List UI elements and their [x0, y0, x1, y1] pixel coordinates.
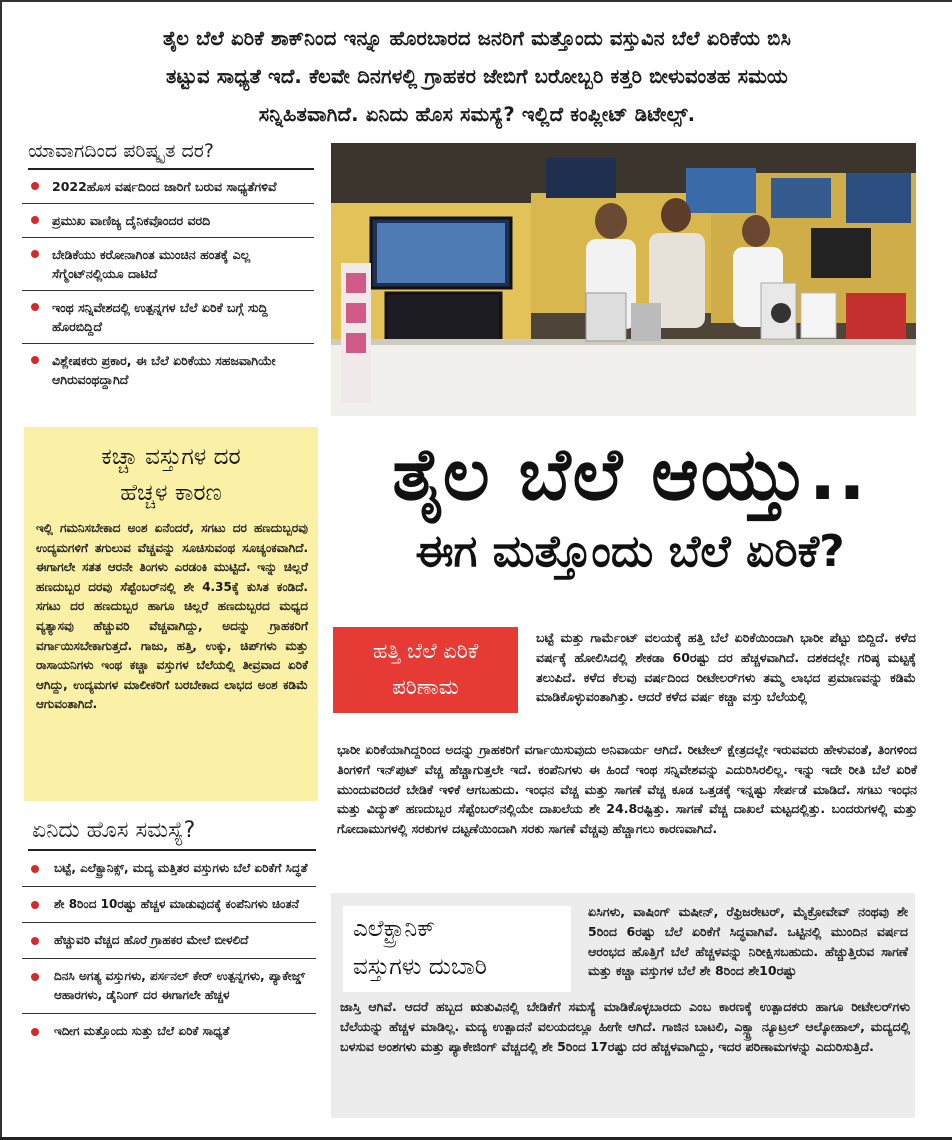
lead-line: ಸನ್ನಿಹಿತವಾಗಿದೆ. ಏನಿದು ಹೊಸ ಸಮಸ್ಯೆ? ಇಲ್ಲಿದೆ ಕಂಪ್ಲೀಟ್ ಡಿಟೇಲ್ಸ್.	[258, 103, 696, 126]
body-paragraph-1: ಬಟ್ಟೆ ಮತ್ತು ಗಾರ್ಮೆಂಟ್ ವಲಯಕ್ಕೆ ಹತ್ತಿ ಬೆಲೆ ಏರಿಕೆಯಿಂದಾಗಿ ಭಾರೀ ಪೆಟ್ಟು ಬಿದ್ದಿದೆ. ಕಳೆದ ವರ್ಷಕ್ಕೆ ಹೋಲಿಸಿದಲ್ಲಿ ಶೇಕಡಾ 60ರಷ್ಟು ದರ ಹೆಚ್ಚಳವಾಗಿದೆ. ದಶಕದಲ್ಲೇ ಗರಿಷ್ಠ ಮಟ್ಟಕ್ಕೆ ತಲುಪಿದೆ. ಕಳೆದ ಕೆಲವು ವರ್ಷದಿಂದ ರೀಟೇಲರ್‌ಗಳು ತಮ್ಮ ಲಾಭದ ಪ್ರಮಾಣವನ್ನು ಕಡಿಮೆ ಮಾಡಿಕೊಳ್ಳುವಂತಾಗಿತ್ತು. ಆದರೆ ಕಳೆದ ವರ್ಷ ಕಚ್ಚಾ ವಸ್ತು ಬೆಲೆಯಲ್ಲಿ	[536, 630, 916, 705]
list-item	[22, 238, 314, 291]
sidebar-top-heading: ಯಾವಾಗದಿಂದ ಪರಿಷ್ಕೃತ ದರ?	[28, 140, 214, 162]
bullet-icon	[31, 1028, 39, 1036]
list-item-text: ಶೇ 8ರಿಂದ 10ರಷ್ಟು ಹೆಚ್ಚಳ ಮಾಡುವುದಕ್ಕೆ ಕಂಪೆನಿಗಳು ಚಿಂತನೆ	[54, 897, 299, 911]
sidebar-bottom-list	[22, 851, 316, 1049]
electronics-subheading-line: ವಸ್ತುಗಳು ದುಬಾರಿ	[353, 954, 487, 980]
list-item-text: ಇದೀಗ ಮತ್ತೊಂದು ಸುತ್ತು ಬೆಲೆ ಏರಿಕೆ ಸಾಧ್ಯತೆ	[54, 1024, 230, 1038]
electronics-subheading-line: ಎಲೆಕ್ಟ್ರಾನಿಕ್	[353, 916, 435, 942]
list-item-text: ಬೇಡಿಕೆಯು ಕರೋನಾಗಿಂತ ಮುಂಚಿನ ಹಂತಕ್ಕೆ ಎಲ್ಲ ಸೆಗ್ಮೆಂಟ್‌ನಲ್ಲಿಯೂ ದಾಟಿದೆ	[52, 247, 251, 281]
bullet-icon	[31, 865, 39, 873]
sidebar-bottom-heading: ಏನಿದು ಹೊಸ ಸಮಸ್ಯೆ?	[32, 818, 196, 843]
store-photo-image	[331, 143, 916, 416]
raw-material-title	[24, 427, 318, 511]
list-item-text: ಇಂಥ ಸನ್ನಿವೇಶದಲ್ಲಿ ಉತ್ಪನ್ನಗಳ ಬೆಲೆ ಏರಿಕೆ ಬಗ್ಗೆ ಸುದ್ದಿ ಹೊರಬಿದ್ದಿದೆ	[52, 300, 268, 334]
bullet-icon	[31, 937, 39, 945]
bullet-icon	[31, 250, 39, 258]
body-paragraph-2: ಭಾರೀ ಏರಿಕೆಯಾಗಿದ್ದರಿಂದ ಅದನ್ನು ಗ್ರಾಹಕರಿಗೆ ವರ್ಗಾಯಿಸುವುದು ಅನಿವಾರ್ಯ ಆಗಿದೆ. ರೀಟೇಲ್ ಕ್ಷೇತ್ರದಲ್ಲೇ ಇರುವವರು ಹೇಳುವಂತೆ, ತಿಂಗಳಿಂದ ತಿಂಗಳಿಗೆ ಇನ್‌ಪುಟ್ ವೆಚ್ಚ ಹೆಚ್ಚಾಗುತ್ತಲೇ ಇದೆ. ಕಂಪೆನಿಗಳು ಈ ಹಿಂದೆ ಇಂಥ ಸನ್ನಿವೇಶವನ್ನು ಎದುರಿಸಿರಲಿಲ್ಲ. ಇನ್ನು ಇದೇ ರೀತಿ ಬೆಲೆ ಏರಿಕೆ ಮುಂದುವರಿದರೆ ಬೇಡಿಕೆ ಇಳಿಕೆ ಆಗಬಹುದು. ಇಂಧನ ವೆಚ್ಚ ಮತ್ತು ಸಾಗಣೆ ವೆಚ್ಚ ಕೂಡ ಒತ್ತಡಕ್ಕೆ ಇನ್ನಷ್ಟು ಸೇರ್ಪಡೆ ಮಾಡಿದೆ. ಸಗಟು ಇಂಧನ ಮತ್ತು ವಿದ್ಯುತ್ ಹಣದುಬ್ಬರ ಸೆಪ್ಟೆಂಬರ್‌ನಲ್ಲಿಯೇ ದಾಖಲೆಯ ಶೇ 24.8ರಷ್ಟಿತ್ತು. ಸಾಗಣೆ ವೆಚ್ಚ ದಾಖಲೆ ಮಟ್ಟದಲ್ಲಿತ್ತು. ಬಂದರುಗಳಲ್ಲಿ ಮತ್ತು ಗೋದಾಮುಗಳಲ್ಲಿ ಸರಕುಗಳ ದಟ್ಟಣೆಯಿಂದಾಗಿ ಸರಕು ಸಾಗಣೆ ವೆಚ್ಚವು ಹೆಚ್ಚಾಗಲು ಕಾರಣವಾಗಿದೆ.	[337, 742, 917, 837]
list-item	[22, 1014, 316, 1049]
cotton-price-box	[333, 627, 518, 713]
sidebar-top-list	[22, 170, 314, 396]
bullet-icon	[31, 901, 39, 909]
sidebar-bottom	[22, 818, 316, 1049]
raw-material-box	[24, 427, 318, 801]
raw-material-title-line: ಹೆಚ್ಚಳ ಕಾರಣ	[120, 480, 222, 506]
sidebar-top	[22, 140, 314, 396]
bullet-icon	[31, 356, 39, 364]
raw-material-title-line: ಕಚ್ಚಾ ವಸ್ತುಗಳ ದರ	[101, 444, 241, 470]
lead-line: ತೈಲ ಬೆಲೆ ಏರಿಕೆ ಶಾಕ್‌ನಿಂದ ಇನ್ನೂ ಹೊರಬಾರದ ಜನರಿಗೆ ಮತ್ತೊಂದು ವಸ್ತುವಿನ ಬೆಲೆ ಏರಿಕೆಯ ಬಿಸಿ	[162, 27, 792, 50]
list-item-text: ಹೆಚ್ಚುವರಿ ವೆಚ್ಚದ ಹೊರೆ ಗ್ರಾಹಕರ ಮೇಲೆ ಬೀಳಲಿದೆ	[54, 933, 249, 947]
headline-line-2: ಈಗ ಮತ್ತೊಂದು ಬೆಲೆ ಏರಿಕೆ?	[415, 526, 845, 577]
cotton-price-box-line: ಹತ್ತಿ ಬೆಲೆ ಏರಿಕೆ	[372, 639, 479, 663]
list-item	[22, 291, 314, 344]
main-headline	[330, 428, 930, 584]
list-item	[22, 959, 316, 1014]
lead-paragraph	[22, 20, 932, 134]
list-item	[22, 170, 314, 204]
headline-line-1: ತೈಲ ಬೆಲೆ ಆಯ್ತು..	[392, 432, 868, 516]
list-item	[22, 887, 316, 923]
raw-material-body: ಇಲ್ಲಿ ಗಮನಿಸಬೇಕಾದ ಅಂಶ ಏನೆಂದರೆ, ಸಗಟು ದರ ಹಣದುಬ್ಬರವು ಉದ್ಯಮಗಳಿಗೆ ತಗುಲುವ ವೆಚ್ಚವನ್ನು ಸೂಚಿಸುವಂಥ ಸೂಚ್ಯಂಕವಾಗಿದೆ. ಈಗಾಗಲೇ ಸತತ ಆರನೇ ತಿಂಗಳು ಎರಡಂಕಿ ಮುಟ್ಟಿದೆ. ಇನ್ನು ಚಿಲ್ಲರೆ ಹಣದುಬ್ಬರ ದರವು ಸೆಪ್ಟೆಂಬರ್‌ನಲ್ಲಿ ಶೇ 4.35ಕ್ಕೆ ಕುಸಿತ ಕಂಡಿದೆ. ಸಗಟು ದರ ಹಣದುಬ್ಬರ ಹಾಗೂ ಚಿಲ್ಲರೆ ಹಣದುಬ್ಬರದ ಮಧ್ಯದ ವ್ಯತ್ಯಾಸವು ಹೆಚ್ಚುವರಿ ವೆಚ್ಚವಾಗಿದ್ದು, ಅದನ್ನು ಗ್ರಾಹಕರಿಗೆ ವರ್ಗಾಯಿಸಬೇಕಾಗುತ್ತದೆ. ಗಾಜು, ಹತ್ತಿ, ಉಕ್ಕು, ಚಿಪ್‌ಗಳು ಮತ್ತು ರಾಸಾಯನಿಗಳು ಇಂಥ ಕಚ್ಚಾ ವಸ್ತುಗಳ ಬೆಲೆಯಲ್ಲಿ ತೀವ್ರವಾದ ಏರಿಕೆ ಆಗಿದ್ದು, ಉದ್ಯಮಗಳ ಮಾಲೀಕರಿಗೆ ಬರಬೇಕಾದ ಲಾಭದ ಅಂಶ ಕಡಿಮೆ ಆಗುವಂತಾಗಿದೆ.	[36, 521, 308, 712]
list-item	[22, 344, 314, 396]
cotton-price-box-line: ಪರಿಣಾಮ	[392, 675, 459, 699]
bullet-icon	[31, 182, 39, 190]
page-top-border	[0, 0, 952, 2]
list-item	[22, 851, 316, 887]
body-paragraph-3: ಏಸಿಗಳು, ವಾಷಿಂಗ್ ಮಷೀನ್, ರೆಫ್ರಿಜರೇಟರ್, ಮೈಕ್ರೋವೇವ್ ನಂಥವು ಶೇ 5ರಿಂದ 6ರಷ್ಟು ಬೆಲೆ ಏರಿಕೆಗೆ ಸಿದ್ಧವಾಗಿವೆ. ಒಟ್ಟಿನಲ್ಲಿ ಮುಂದಿನ ವರ್ಷದ ಆರಂಭದ ಹೊತ್ತಿಗೆ ಬೆಲೆ ಹೆಚ್ಚಳವನ್ನು ನಿರೀಕ್ಷಿಸಬಹುದು. ಹೆಚ್ಚುತ್ತಿರುವ ಸಾಗಣೆ ಮತ್ತು ಕಚ್ಚಾ ವಸ್ತುಗಳ ಬೆಲೆ ಶೇ 8ರಿಂದ ಶೇ10ರಷ್ಟು	[588, 904, 908, 979]
list-item	[22, 204, 314, 238]
bullet-icon	[31, 303, 39, 311]
list-item-text: ವಿಶ್ಲೇಷಕರು ಪ್ರಕಾರ, ಈ ಬೆಲೆ ಏರಿಕೆಯು ಸಹಜವಾಗಿಯೇ ಆಗಿರುವಂಥದ್ದಾಗಿದೆ	[52, 353, 276, 387]
page-left-border	[0, 0, 2, 1140]
list-item-text: 2022ಹೊಸ ವರ್ಷದಿಂದ ಜಾರಿಗೆ ಬರುವ ಸಾಧ್ಯತೆಗಳಿವೆ	[52, 179, 277, 194]
list-item-text: ಬಟ್ಟೆ, ಎಲೆಕ್ಟ್ರಾನಿಕ್ಸ್, ಮದ್ಯ ಮತ್ತಿತರ ವಸ್ತುಗಳು ಬೆಲೆ ಏರಿಕೆಗೆ ಸಿದ್ಧತೆ	[54, 861, 308, 875]
electronics-subheading	[343, 906, 571, 992]
list-item-text: ದಿನಸಿ ಅಗತ್ಯ ವಸ್ತುಗಳು, ಪರ್ಸನಲ್ ಕೇರ್ ಉತ್ಪನ್ನಗಳು, ಪ್ಯಾಕೇಜ್ಡ್ ಆಹಾರಗಳು, ಡೈನಿಂಗ್ ದರ ಈಗಾಗಲೇ ಹೆಚ್ಚಳ	[54, 969, 306, 1002]
list-item	[22, 923, 316, 959]
body-paragraph-4: ಜಾಸ್ತಿ ಆಗಿವೆ. ಆದರೆ ಹಬ್ಬದ ಋತುವಿನಲ್ಲಿ ಬೇಡಿಕೆಗೆ ಸಮಸ್ಯೆ ಮಾಡಿಕೊಳ್ಳಬಾರದು ಎಂಬ ಕಾರಣಕ್ಕೆ ಉತ್ಪಾದಕರು ಹಾಗೂ ರೀಟೇಲರ್‌ಗಳು ಬೆಲೆಯನ್ನು ಹೆಚ್ಚಳ ಮಾಡಿಲ್ಲ. ಮದ್ಯ ಉತ್ಪಾದನೆ ವಲಯದಲ್ಲೂ ಹೀಗೇ ಆಗಿದೆ. ಗಾಜಿನ ಬಾಟಲಿ, ಎಕ್ಸ್ಟ್ರಾ ನ್ಯೂಟ್ರಲ್ ಆಲ್ಕೋಹಾಲ್, ಮದ್ಯದಲ್ಲಿ ಬಳಸುವ ಅಂಶಗಳು ಮತ್ತು ಪ್ಯಾಕೇಜಿಂಗ್ ವೆಚ್ಚದಲ್ಲಿ ಶೇ 5ರಿಂದ 17ರಷ್ಟು ದರ ಹೆಚ್ಚಳವಾಗಿದ್ದು, ಇದರ ಪರಿಣಾಮಗಳನ್ನು ಎದುರಿಸುತ್ತಿದೆ.	[340, 999, 910, 1054]
bullet-icon	[31, 973, 39, 981]
lead-line: ತಟ್ಟುವ ಸಾಧ್ಯತೆ ಇದೆ. ಕೆಲವೇ ದಿನಗಳಲ್ಲಿ ಗ್ರಾಹಕರ ಜೇಬಿಗೆ ಬರೋಬ್ಬರಿ ಕತ್ತರಿ ಬೀಳುವಂತಹ ಸಮಯ	[165, 65, 789, 88]
bullet-icon	[31, 216, 39, 224]
list-item-text: ಪ್ರಮುಖ ವಾಣಿಜ್ಯ ದೈನಿಕವೊಂದರ ವರದಿ	[52, 213, 211, 228]
store-photo	[331, 143, 916, 416]
